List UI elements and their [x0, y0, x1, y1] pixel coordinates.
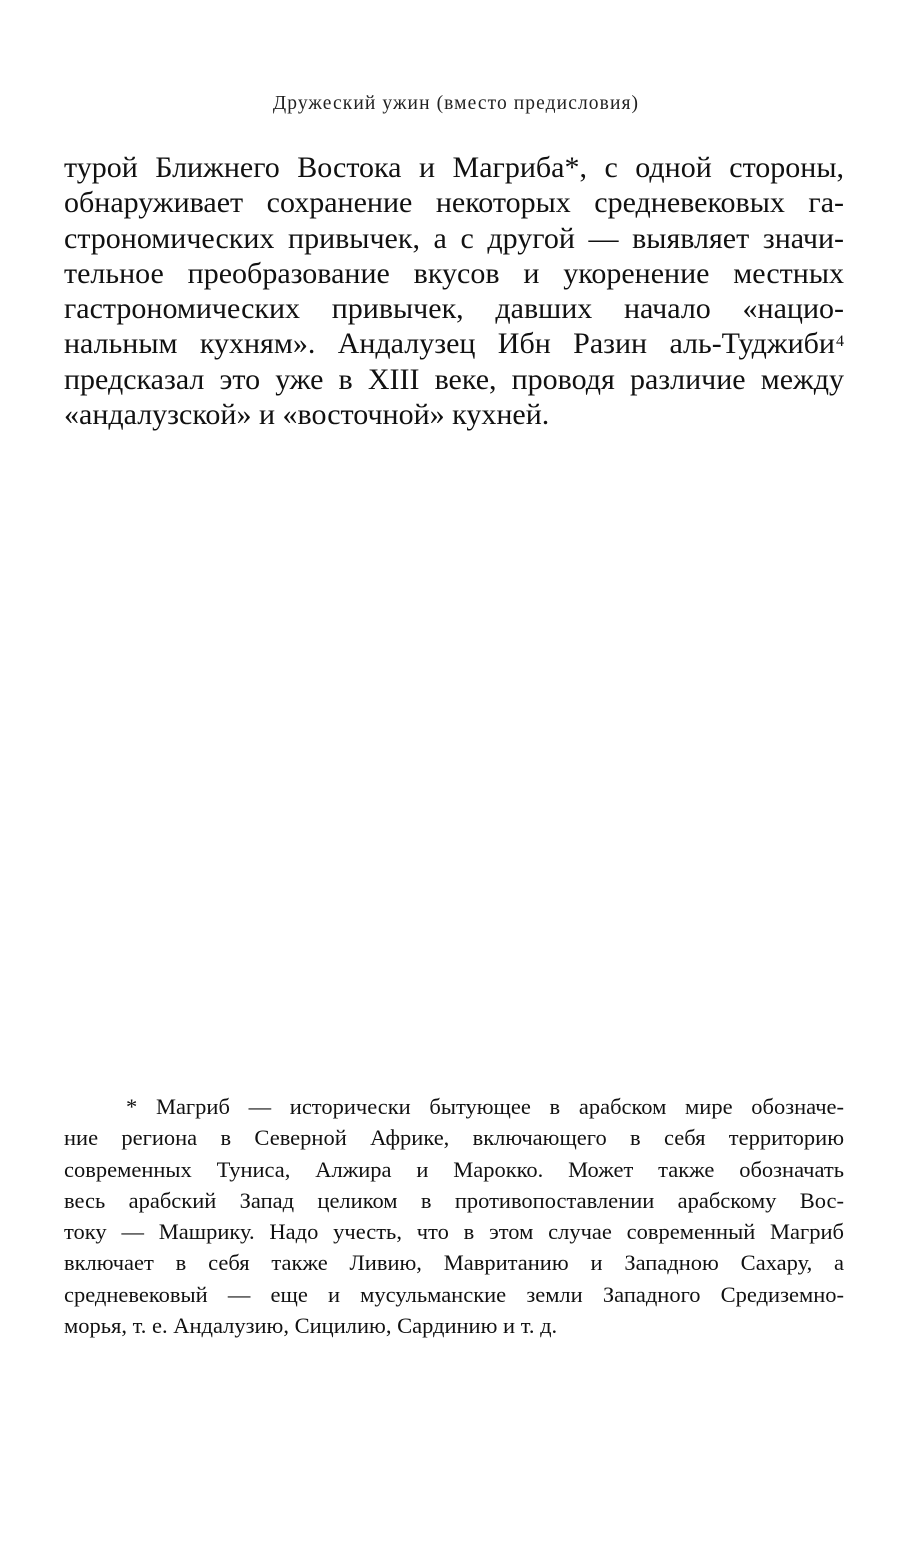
main-line-2: обнаруживает сохранение некоторых средневековых га-: [64, 186, 844, 220]
footnote: [64, 1091, 844, 1341]
footnote-line-4: весь арабский Запад целиком в противопоставлении арабскому Вос-: [64, 1187, 844, 1213]
main-line-6-text: нальным кухням». Андалузец Ибн Разин аль-Туджиби: [64, 327, 835, 361]
main-line-4: тельное преобразование вкусов и укоренение местных: [64, 256, 844, 290]
main-line-7: предсказал это уже в XIII веке, проводя различие между: [64, 362, 844, 396]
main-line-8: «андалузской» и «восточной» кухней.: [64, 398, 550, 432]
main-paragraph: [64, 150, 844, 432]
footnote-reference[interactable]: 4: [836, 333, 844, 351]
footnote-line-1: * Магриб — исторически бытующее в арабском мире обозначе-: [126, 1094, 844, 1119]
running-head: Дружеский ужин (вместо предисловия): [272, 93, 640, 114]
footnote-line-8: морья, т. е. Андалузию, Сицилию, Сардинию и т. д.: [64, 1313, 558, 1339]
main-line-3: строномических привычек, а с другой — выявляет значи-: [64, 221, 844, 255]
footnote-line-2: ние региона в Северной Африке, включающего в себя территорию: [64, 1125, 844, 1151]
footnote-line-3: современных Туниса, Алжира и Марокко. Может также обозначать: [64, 1156, 844, 1182]
footnote-line-5: току — Машрику. Надо учесть, что в этом случае современный Магриб: [64, 1219, 844, 1245]
footnote-line-7: средневековый — еще и мусульманские земли Западного Средиземно-: [64, 1281, 844, 1307]
main-line-1: турой Ближнего Востока и Магриба*, с одной стороны,: [64, 151, 844, 184]
main-line-6: [64, 326, 844, 361]
main-line-5: гастрономических привычек, давших начало «нацио-: [64, 292, 844, 326]
footnote-line-6: включает в себя также Ливию, Мавританию и Западною Сахару, а: [64, 1250, 844, 1276]
